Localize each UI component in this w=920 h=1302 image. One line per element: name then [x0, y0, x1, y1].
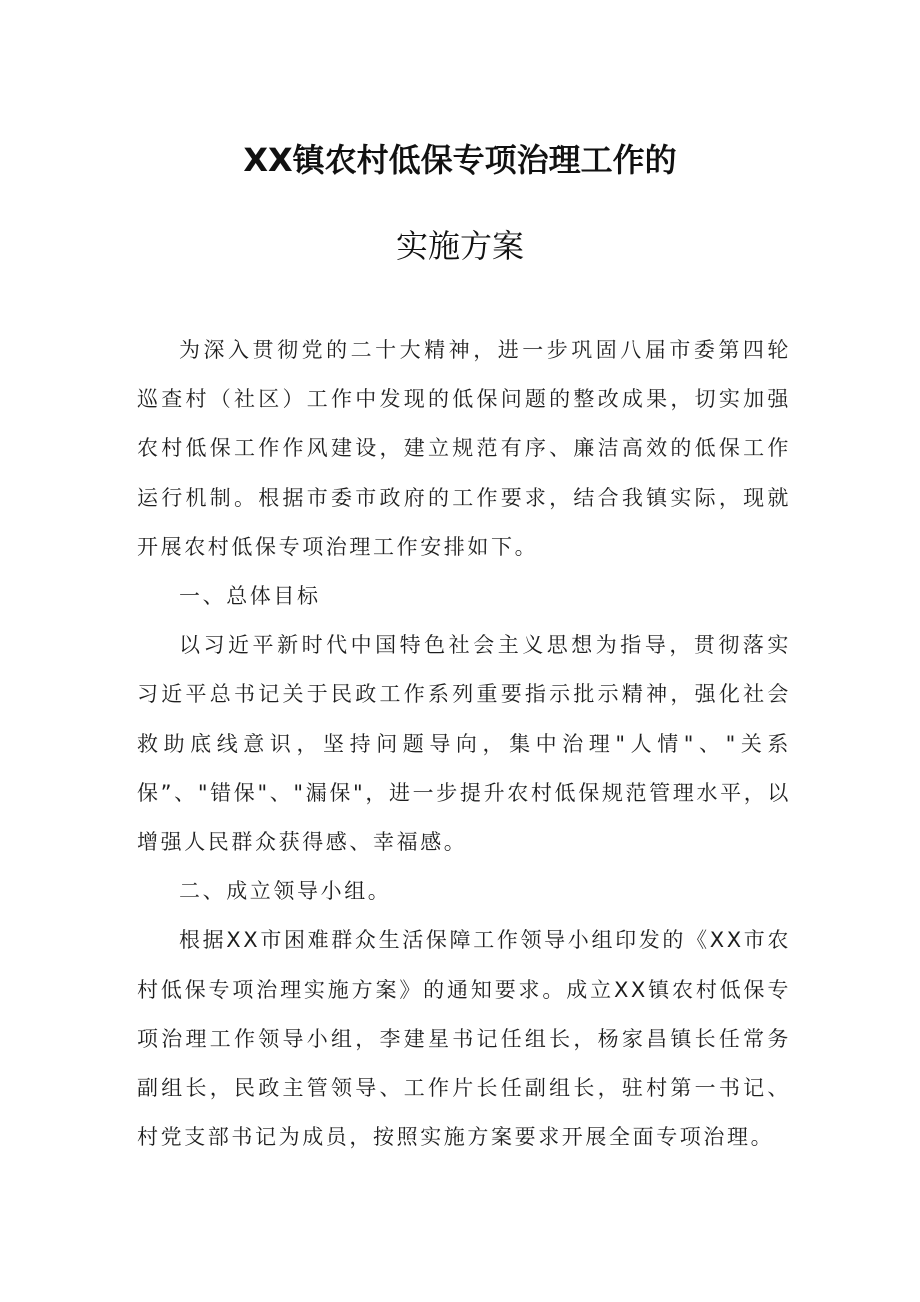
section-heading-leadership-group: 二、成立领导小组。: [179, 879, 392, 904]
document-title-line-2: 实施方案: [395, 227, 524, 265]
section-heading-overall-goal: 一、总体目标: [179, 584, 321, 609]
document-body: [137, 326, 791, 1162]
paragraph-overall-goal: 以习近平新时代中国特色社会主义思想为指导，贯彻落实习近平总书记关于民政工作系列重要指示批示精神，强化社会救助底线意识，坚持问题导向，集中治理"人情"、"关系保”、"错保"、"漏保"，进一步提升农村低保规范管理水平，以增强人民群众获得感、幸福感。: [137, 633, 791, 855]
document-title-line-1: XX镇农村低保专项治理工作的: [243, 141, 677, 179]
paragraph-leadership-group: 根据XX市困难群众生活保障工作领导小组印发的《XX市农村低保专项治理实施方案》的通知要求。成立XX镇农村低保专项治理工作领导小组，李建星书记任组长，杨家昌镇长任常务副组长，民政主管领导、工作片长任副组长，驻村第一书记、村党支部书记为成员，按照实施方案要求开展全面专项治理。: [137, 928, 791, 1150]
paragraph-intro: 为深入贯彻党的二十大精神，进一步巩固八届市委第四轮巡查村（社区）工作中发现的低保问题的整改成果，切实加强农村低保工作作风建设，建立规范有序、廉洁高效的低保工作运行机制。根据市委市政府的工作要求，结合我镇实际，现就开展农村低保专项治理工作安排如下。: [137, 338, 791, 559]
